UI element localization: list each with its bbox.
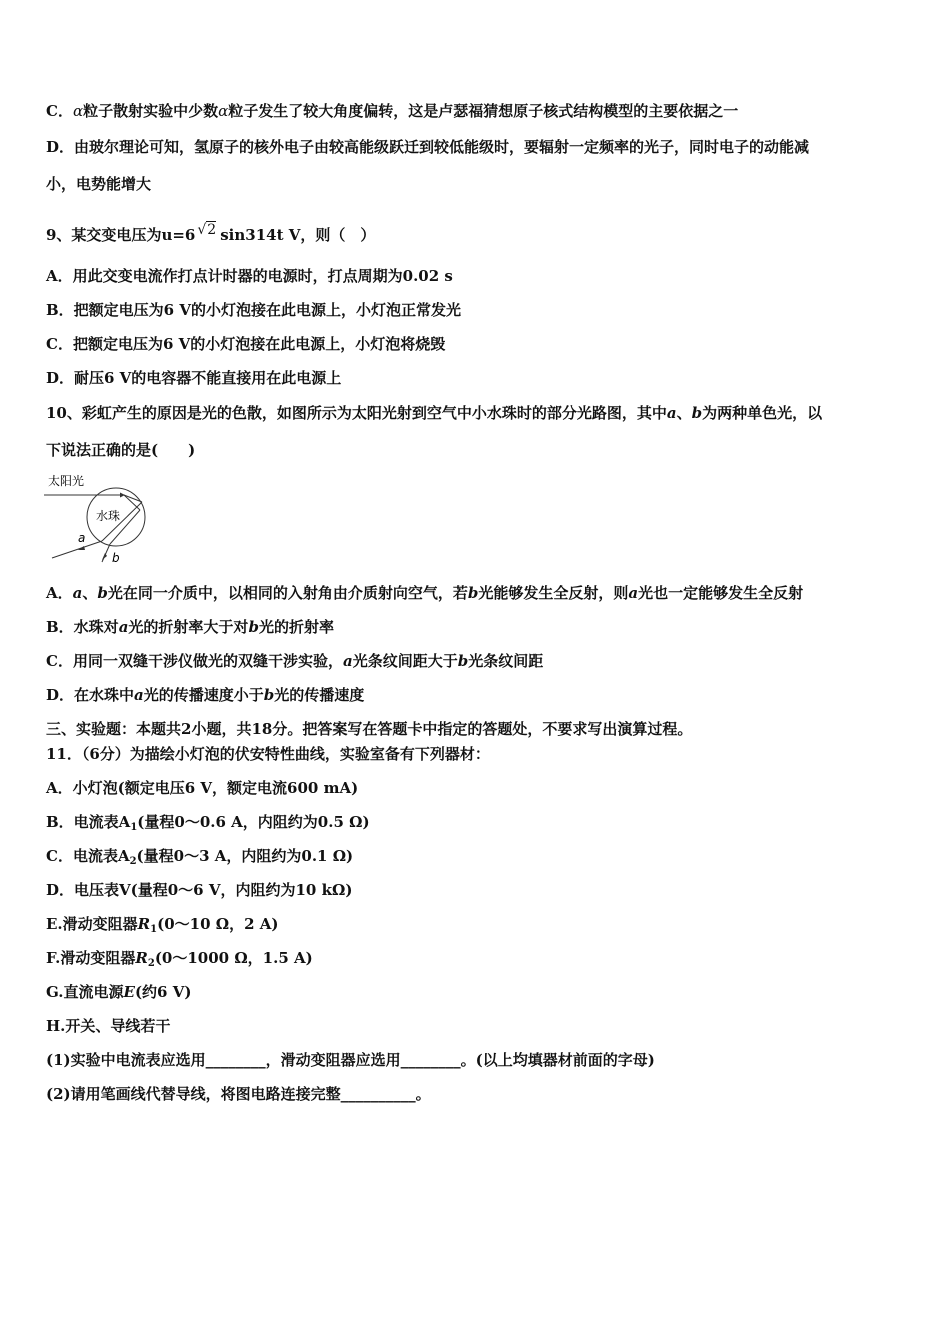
ray-a-label: a — [78, 531, 86, 545]
q11-option-h: H.开关、导线若干 — [46, 1017, 171, 1035]
q9-option-a: A．用此交变电流作打点计时器的电源时，打点周期为0.02 s — [46, 267, 453, 285]
q9-option-b: B．把额定电压为6 V的小灯泡接在此电源上，小灯泡正常发光 — [46, 301, 461, 319]
q11-option-g: G.直流电源E(约6 V) — [46, 983, 192, 1001]
q10-option-a: A．a、b光在同一介质中，以相同的入射角由介质射向空气，若b光能够发生全反射，则a光也一定能够发生全反射 — [46, 584, 804, 602]
q11-part-1: (1)实验中电流表应选用________，滑动变阻器应选用________。(以上均填器材前面的字母) — [46, 1051, 655, 1069]
alpha-symbol: α — [218, 102, 229, 120]
arrow-icon — [102, 553, 107, 560]
droplet-label: 水珠 — [96, 509, 121, 523]
q11-stem: 11．（6分）为描绘小灯泡的伏安特性曲线，实验室备有下列器材： — [46, 745, 490, 763]
q8-option-d-line2: 小，电势能增大 — [46, 175, 152, 193]
q10-option-b: B．水珠对a光的折射率大于对b光的折射率 — [46, 618, 334, 636]
sqrt-symbol: √2 — [197, 222, 217, 238]
q8-option-d-line1: D．由玻尔理论可知，氢原子的核外电子由较高能级跃迁到较低能级时，要辐射一定频率的光子，同时电子的动能减 — [46, 138, 810, 156]
q9-stem: 9、某交变电压为u=6 √2 sin314t V，则（ ） — [46, 222, 376, 244]
q11-option-a: A．小灯泡(额定电压6 V，额定电流600 mA) — [46, 779, 359, 797]
ray-b-label: b — [112, 551, 120, 565]
q10-option-c: C．用同一双缝干涉仪做光的双缝干涉实验，a光条纹间距大于b光条纹间距 — [46, 652, 544, 670]
q10-option-d: D．在水珠中a光的传播速度小于b光的传播速度 — [46, 686, 365, 704]
q10-stem-line1: 10、彩虹产生的原因是光的色散，如图所示为太阳光射到空气中小水珠时的部分光路图，其中a、b为两种单色光，以 — [46, 404, 823, 422]
section-heading: 三、实验题：本题共2小题，共18分。把答案写在答题卡中指定的答题处，不要求写出演算过程。 — [46, 720, 693, 738]
q9-option-c: C．把额定电压为6 V的小灯泡接在此电源上，小灯泡将烧毁 — [46, 335, 446, 353]
sunlight-label: 太阳光 — [48, 474, 85, 488]
q11-option-e: E.滑动变阻器$R_1(0\sim 10$ Ω，2 A) — [46, 915, 279, 935]
q11-option-c: C．电流表$A_2$(量程0～3 A，内阻约为0.1 Ω) — [46, 847, 354, 867]
q11-option-d: D．电压表V(量程0～6 V，内阻约为10 kΩ) — [46, 881, 353, 899]
q8-option-c: C．α粒子散射实验中少数α粒子发生了较大角度偏转，这是卢瑟福猜想原子核式结构模型的主要依据之一 — [46, 102, 739, 120]
alpha-symbol: α — [72, 102, 84, 120]
q11-option-b: B．电流表$A_1$(量程0～0.6 A，内阻约为0.5 Ω) — [46, 813, 370, 833]
q11-part-2: (2)请用笔画线代替导线，将图电路连接完整__________。 — [46, 1085, 431, 1103]
ray-a — [52, 541, 102, 558]
q10-stem-line2: 下说法正确的是( ) — [46, 441, 196, 459]
arrow-icon — [78, 546, 85, 550]
q9-option-d: D．耐压6 V的电容器不能直接用在此电源上 — [46, 369, 342, 387]
q11-option-f: F.滑动变阻器$R_2(0\sim 1000$ Ω，1.5 A) — [46, 949, 313, 969]
raindrop-diagram — [44, 470, 154, 568]
ray-b — [102, 544, 110, 562]
